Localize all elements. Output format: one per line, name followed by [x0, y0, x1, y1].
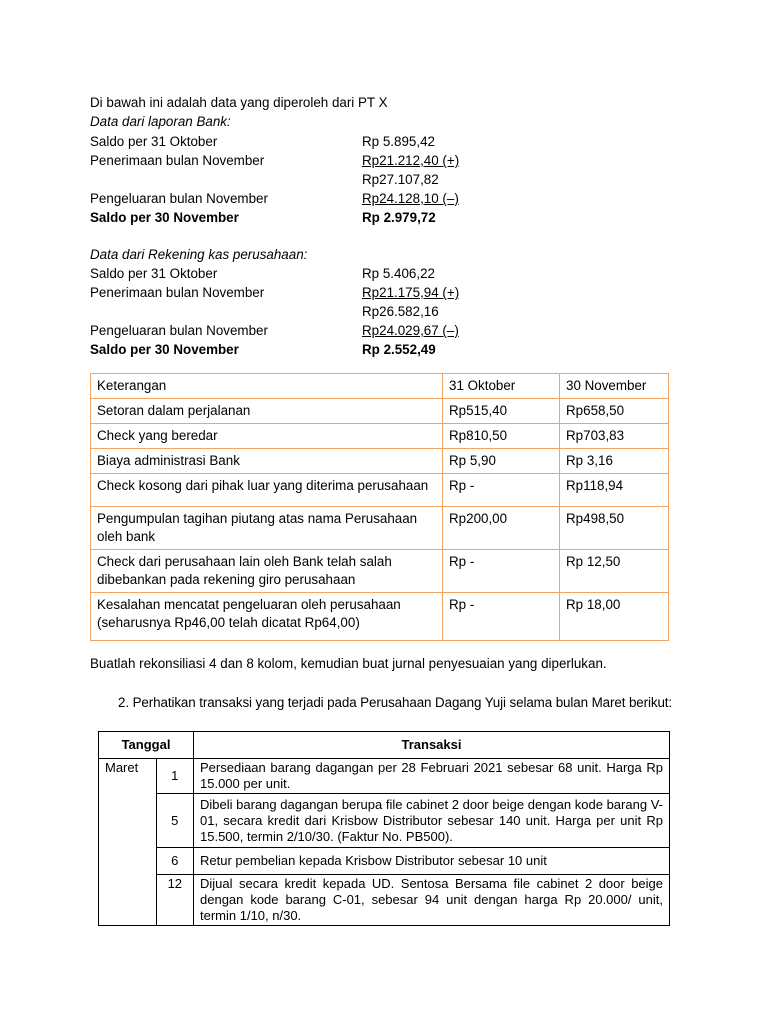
company-heading: Data dari Rekening kas perusahaan:: [90, 247, 308, 262]
table-row: [91, 593, 669, 641]
company-value-1: Rp 5.406,22: [362, 266, 435, 281]
row-desc: Check yang beredar: [91, 424, 443, 449]
company-value-5: Rp 2.552,49: [362, 342, 436, 357]
day-cell: 5: [156, 794, 193, 848]
table-header-row: [91, 374, 669, 399]
table-header-row: [99, 732, 670, 759]
table-row: [99, 794, 670, 848]
table-row: [99, 759, 670, 794]
day-cell: 6: [156, 848, 193, 875]
row-oct: Rp200,00: [443, 507, 560, 550]
company-value-2: Rp21.175,94 (+): [362, 285, 460, 300]
transaction-table: [98, 731, 670, 926]
row-nov: Rp703,83: [560, 424, 669, 449]
company-value-3: Rp26.582,16: [362, 304, 439, 319]
question-2: 2. Perhatikan transaksi yang terjadi pada Perusahaan Dagang Yuji selama bulan Maret berikut:: [118, 695, 673, 710]
table-row: [91, 507, 669, 550]
row-oct: Rp -: [443, 593, 560, 641]
table-row: [99, 875, 670, 926]
row-nov: Rp498,50: [560, 507, 669, 550]
row-desc: Setoran dalam perjalanan: [91, 399, 443, 424]
row-desc: Check kosong dari pihak luar yang diterima perusahaan: [91, 474, 443, 507]
company-value-4: Rp24.029,67 (–): [362, 323, 459, 338]
table-row: [91, 550, 669, 593]
transaction-cell: Retur pembelian kepada Krisbow Distributor sebesar 10 unit: [194, 848, 670, 875]
bank-label-2: Penerimaan bulan November: [90, 153, 265, 168]
row-nov: Rp 3,16: [560, 449, 669, 474]
row-desc: Kesalahan mencatat pengeluaran oleh perusahaan (seharusnya Rp46,00 telah dicatat Rp64,00): [91, 593, 443, 641]
intro-text: Di bawah ini adalah data yang diperoleh dari PT X: [90, 95, 388, 110]
bank-label-5: Saldo per 30 November: [90, 210, 239, 225]
row-oct: Rp810,50: [443, 424, 560, 449]
header-30-november: 30 November: [560, 374, 669, 399]
bank-value-4: Rp24.128,10 (–): [362, 191, 459, 206]
day-cell: 12: [156, 875, 193, 926]
instruction-text: Buatlah rekonsiliasi 4 dan 8 kolom, kemudian buat jurnal penyesuaian yang diperlukan.: [90, 656, 607, 671]
table-row: [91, 449, 669, 474]
row-desc: Check dari perusahaan lain oleh Bank telah salah dibebankan pada rekening giro perusahaan: [91, 550, 443, 593]
transaction-cell: Persediaan barang dagangan per 28 Februari 2021 sebesar 68 unit. Harga Rp 15.000 per unit.: [194, 759, 670, 794]
row-desc: Pengumpulan tagihan piutang atas nama Perusahaan oleh bank: [91, 507, 443, 550]
row-nov: Rp118,94: [560, 474, 669, 507]
transaction-cell: Dijual secara kredit kepada UD. Sentosa Bersama file cabinet 2 door beige dengan kode barang C-01, sebesar 94 unit dengan harga Rp 20.000/ unit, termin 1/10, n/30.: [194, 875, 670, 926]
row-oct: Rp -: [443, 550, 560, 593]
bank-label-1: Saldo per 31 Oktober: [90, 134, 218, 149]
bank-value-2: Rp21.212,40 (+): [362, 153, 460, 168]
header-keterangan: Keterangan: [91, 374, 443, 399]
table-row: [91, 474, 669, 507]
table-row: [91, 399, 669, 424]
company-label-1: Saldo per 31 Oktober: [90, 266, 218, 281]
bank-value-1: Rp 5.895,42: [362, 134, 435, 149]
reconciliation-table: [90, 373, 669, 641]
header-tanggal: Tanggal: [99, 732, 194, 759]
row-nov: Rp658,50: [560, 399, 669, 424]
row-nov: Rp 18,00: [560, 593, 669, 641]
row-desc: Biaya administrasi Bank: [91, 449, 443, 474]
row-nov: Rp 12,50: [560, 550, 669, 593]
bank-value-5: Rp 2.979,72: [362, 210, 436, 225]
table-row: [99, 848, 670, 875]
bank-heading: Data dari laporan Bank:: [90, 114, 231, 129]
day-cell: 1: [156, 759, 193, 794]
month-cell: Maret: [99, 759, 157, 926]
header-transaksi: Transaksi: [194, 732, 670, 759]
company-label-5: Saldo per 30 November: [90, 342, 239, 357]
bank-value-3: Rp27.107,82: [362, 172, 439, 187]
transaction-cell: Dibeli barang dagangan berupa file cabinet 2 door beige dengan kode barang V-01, secara kredit dari Krisbow Distributor sebesar 140 unit. Harga per unit Rp 15.500, termin 2/10/30. (Faktur No. PB500).: [194, 794, 670, 848]
company-label-2: Penerimaan bulan November: [90, 285, 265, 300]
row-oct: Rp 5,90: [443, 449, 560, 474]
table-row: [91, 424, 669, 449]
row-oct: Rp -: [443, 474, 560, 507]
row-oct: Rp515,40: [443, 399, 560, 424]
bank-label-4: Pengeluaran bulan November: [90, 191, 268, 206]
header-31-oktober: 31 Oktober: [443, 374, 560, 399]
company-label-4: Pengeluaran bulan November: [90, 323, 268, 338]
